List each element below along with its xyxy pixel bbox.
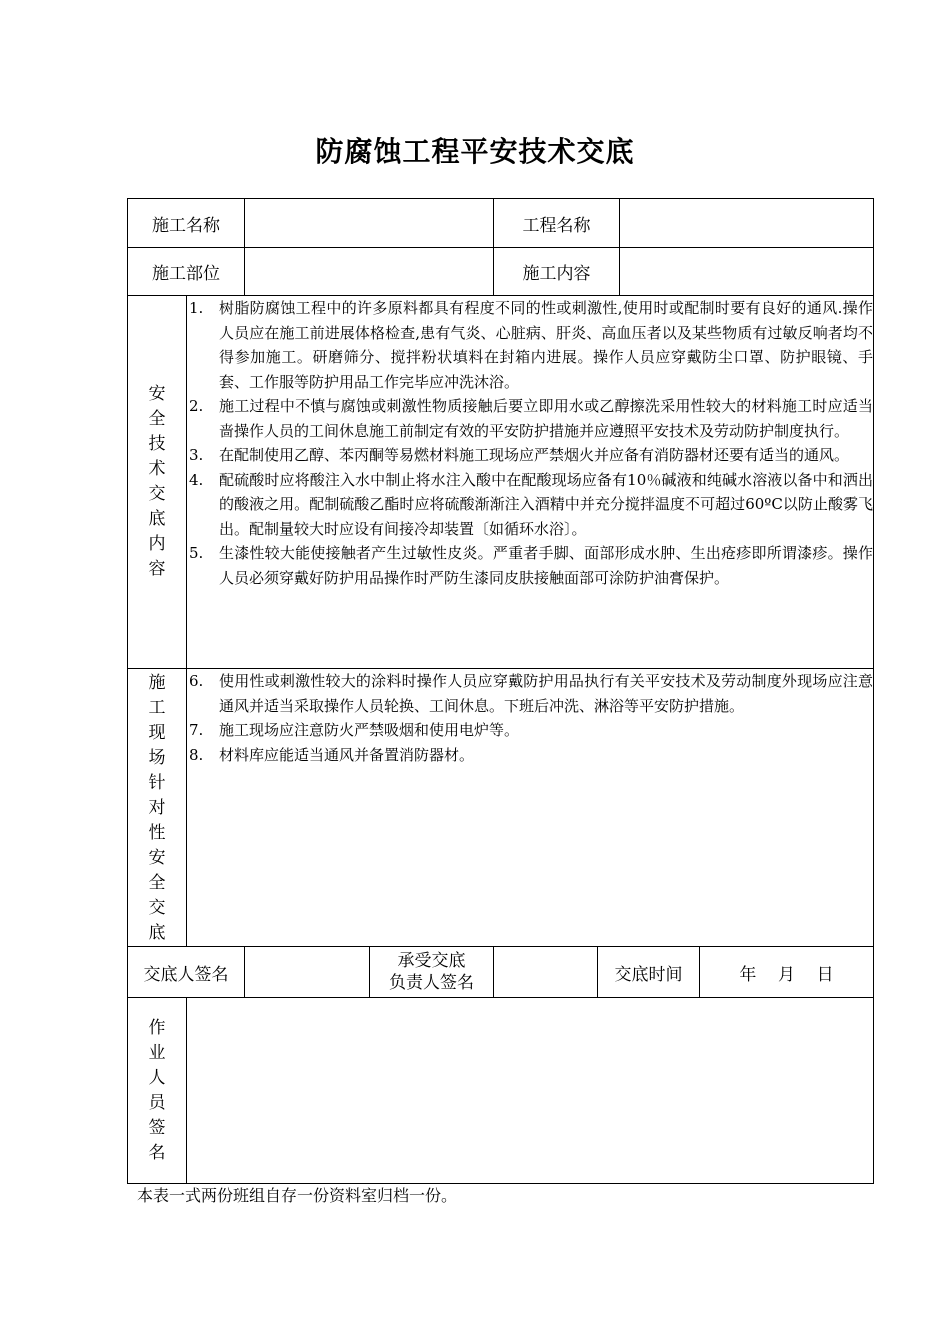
- construction-name-label: 施工名称: [128, 199, 245, 248]
- receiver-signature-field[interactable]: [494, 947, 598, 998]
- safety-content-row: [128, 296, 874, 669]
- list-item: 5. 生漆性较大能使接触者产生过敏性皮炎。严重者手脚、面部形成水肿、生出疮疹即所谓漆疹。操作人员必须穿戴好防护用品操作时严防生漆同皮肤接触面部可涂防护油膏保护。: [189, 544, 874, 587]
- construction-content-label: 施工内容: [494, 248, 620, 296]
- workers-row: [128, 998, 874, 1184]
- page-title: 防腐蚀工程平安技术交底: [315, 135, 635, 168]
- signature-row: [128, 947, 874, 998]
- briefing-date-field[interactable]: 年 月 日: [700, 947, 874, 998]
- safety-content-list: [187, 296, 874, 669]
- project-name-label: 工程名称: [494, 199, 620, 248]
- briefer-signature-label: 交底人签名: [128, 947, 245, 998]
- list-item: 6. 使用性或刺激性较大的涂料时操作人员应穿戴防护用品执行有关平安技术及劳动制度外现场应注意通风并适当采取操作人员轮换、工间休息。下班后冲洗、淋浴等平安防护措施。: [189, 672, 874, 715]
- site-briefing-row: [128, 669, 874, 947]
- list-item: 7. 施工现场应注意防火严禁吸烟和使用电炉等。: [189, 721, 520, 739]
- construction-content-field[interactable]: [620, 248, 874, 296]
- safety-content-label: 安 全 技 术 交 底 内 容: [128, 296, 187, 669]
- list-item: 8. 材料库应能适当通风并备置消防器材。: [189, 745, 475, 764]
- project-name-field[interactable]: [620, 199, 874, 248]
- workers-signature-label: 作 业 人 员 签 名: [128, 998, 187, 1184]
- briefing-form: [127, 198, 874, 1184]
- briefing-time-label: 交底时间: [598, 947, 700, 998]
- list-item: 4. 配硫酸时应将酸注入水中制止将水注入酸中在配酸现场应备有10％碱液和纯碱水溶液以备中和洒出的酸液之用。配制硫酸乙酯时应将硫酸渐渐注入酒精中并充分搅拌温度不可超过60ºC以防止酸雾飞出。配制量较大时应设有间接冷却装置〔如循环水浴〕。: [189, 470, 874, 538]
- construction-part-field[interactable]: [245, 248, 494, 296]
- header-row-1: [128, 199, 874, 248]
- workers-signature-field[interactable]: [187, 998, 874, 1184]
- list-item: 1. 树脂防腐蚀工程中的许多原料都具有程度不同的性或刺激性,使用时或配制时要有良好的通风.操作人员应在施工前进展体格检查,患有气炎、心脏病、肝炎、高血压者以及某些物质有过敏反响者均不得参加施工。研磨筛分、搅拌粉状填料在封箱内进展。操作人员应穿戴防尘口罩、防护眼镜、手套、工作服等防护用品工作完毕应冲洗沐浴。: [189, 299, 874, 391]
- receiver-signature-label: 承受交底 负责人签名: [370, 947, 494, 998]
- list-item: 2. 施工过程中不慎与腐蚀或刺激性物质接触后要立即用水或乙醇擦洗采用性较大的材料施工时应适当啬操作人员的工间休息施工前制定有效的平安防护措施并应遵照平安技术及劳动防护制度执行。: [189, 397, 874, 440]
- construction-part-label: 施工部位: [128, 248, 245, 296]
- site-briefing-list: [187, 669, 874, 947]
- construction-name-field[interactable]: [245, 199, 494, 248]
- footer-note: 本表一式两份班组自存一份资料室归档一份。: [137, 1186, 458, 1205]
- site-briefing-label: 施 工 现 场 针 对 性 安 全 交 底: [128, 669, 187, 947]
- header-row-2: [128, 248, 874, 296]
- list-item: 3. 在配制使用乙醇、苯丙酮等易燃材料施工现场应严禁烟火并应备有消防器材还要有适当的通风。: [189, 446, 850, 464]
- briefer-signature-field[interactable]: [245, 947, 370, 998]
